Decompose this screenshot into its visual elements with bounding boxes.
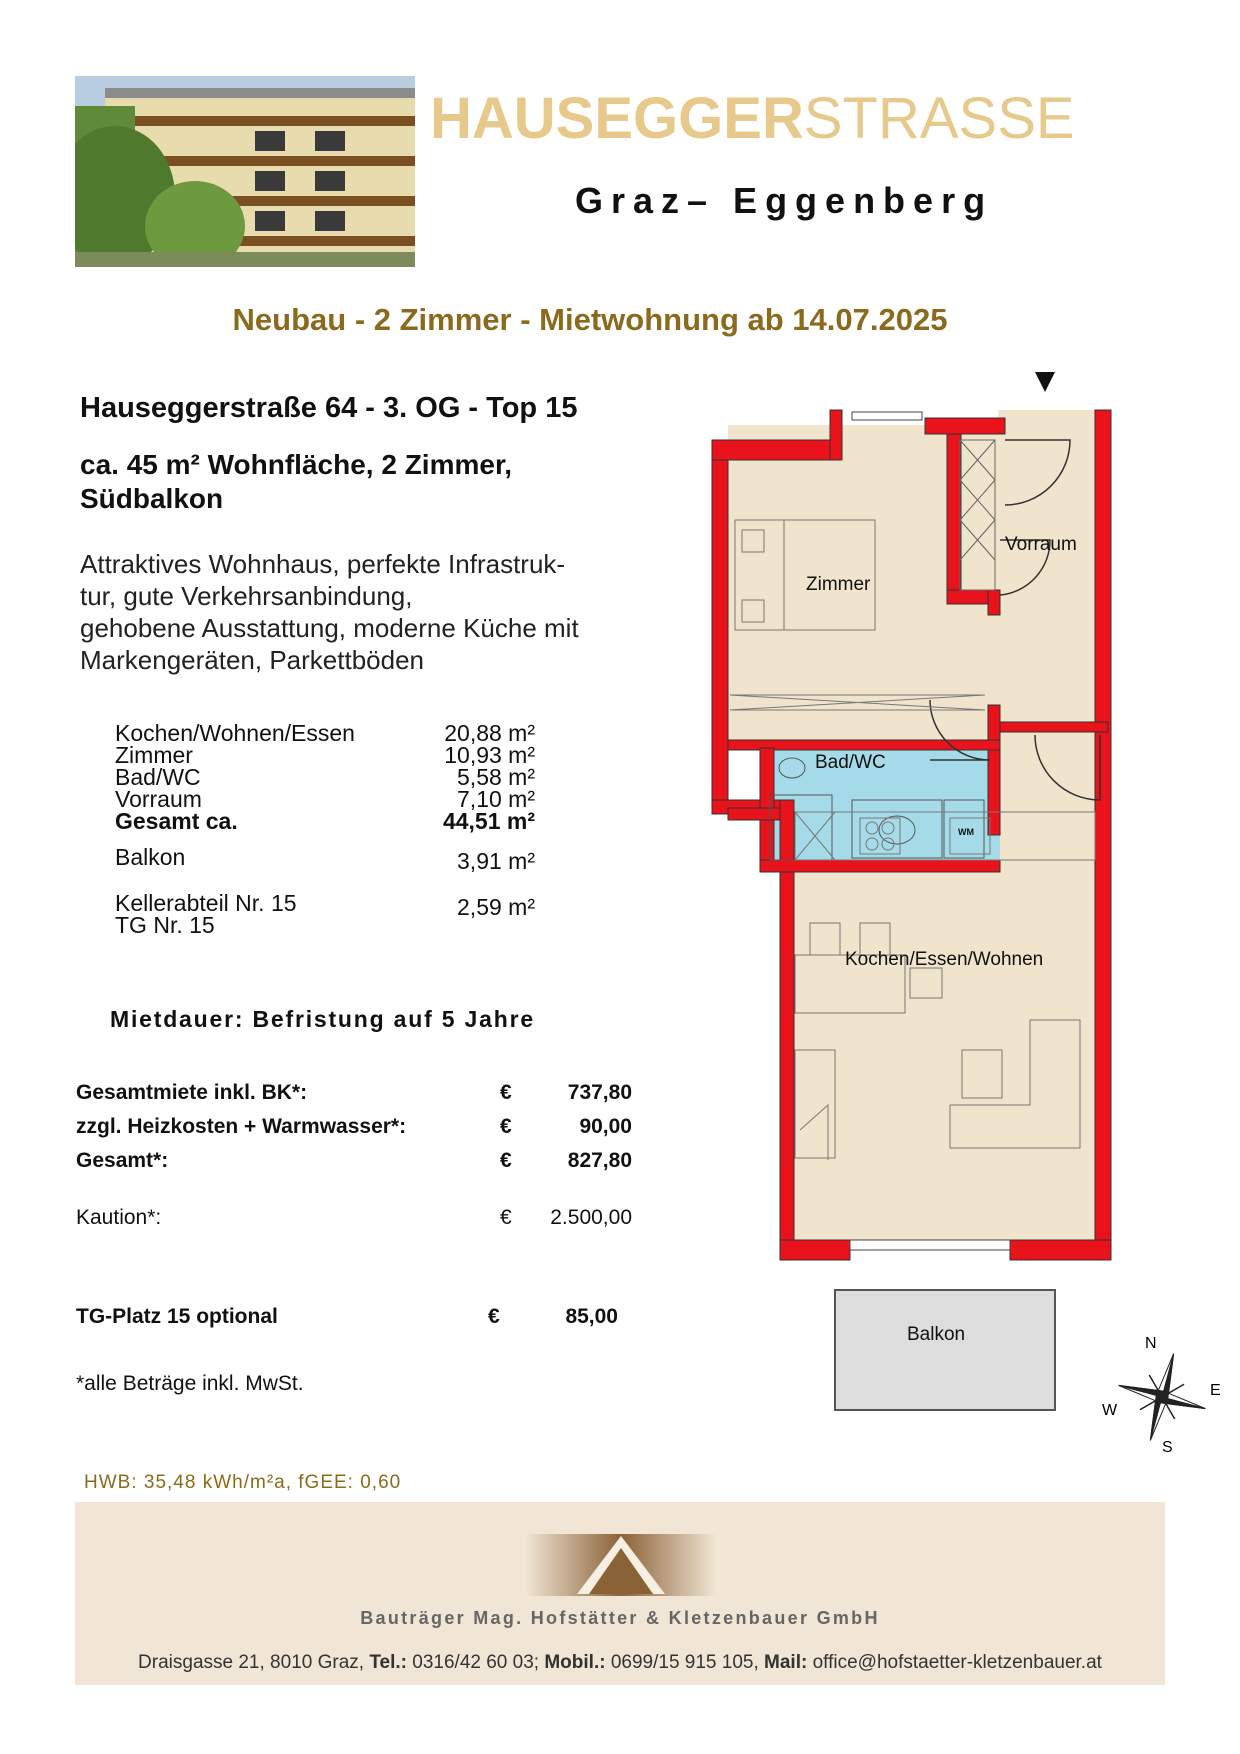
price-amount: 827,80 [567, 1149, 632, 1172]
price-label: zzgl. Heizkosten + Warmwasser*: [76, 1115, 407, 1138]
contact-line [0, 1652, 1240, 1674]
area-line-1: ca. 45 m² Wohnfläche, 2 Zimmer, [80, 449, 513, 480]
company-name: Bauträger Mag. Hofstätter & Kletzenbauer GmbH [360, 1608, 880, 1628]
building-photo [75, 76, 415, 267]
balcony-door [850, 1240, 1010, 1250]
balcony-value: 3,91 m² [457, 848, 535, 874]
area-line-2: Südbalkon [80, 483, 224, 514]
room-row [115, 788, 535, 810]
garage-label: TG Nr. 15 [115, 912, 215, 938]
project-logo-text [430, 86, 1170, 152]
price-amount: 737,80 [567, 1081, 632, 1104]
room-label: Bad/WC [115, 764, 201, 790]
tel-number[interactable]: 0316/42 60 03; [407, 1652, 545, 1673]
mail-label: Mail: [764, 1652, 808, 1673]
contact-address: Draisgasse 21, 8010 Graz, [138, 1652, 370, 1673]
compass-e: E [1210, 1382, 1221, 1399]
window [852, 412, 922, 420]
room-value: 10,93 m² [444, 742, 535, 768]
label-vorraum: Vorraum [1005, 534, 1077, 555]
label-balkon: Balkon [907, 1324, 966, 1345]
price-amount: 90,00 [579, 1115, 632, 1138]
headline: Neubau - 2 Zimmer - Mietwohnung ab 14.07.2025 [232, 302, 948, 337]
floor-vorraum [998, 410, 1108, 800]
vat-note: *alle Beträge inkl. MwSt. [76, 1372, 304, 1395]
room-value: 20,88 m² [444, 720, 535, 746]
price-row-deposit [76, 1206, 632, 1232]
balcony-area [115, 844, 535, 874]
room-label: Zimmer [115, 742, 193, 768]
label-zimmer: Zimmer [806, 574, 871, 595]
room-area-table [115, 722, 535, 832]
description-line: Attraktives Wohnhaus, perfekte Infrastruk- [80, 549, 566, 579]
compass-s: S [1162, 1439, 1173, 1455]
label-wm: WM [958, 827, 974, 837]
energy-rating: HWB: 35,48 kWh/m²a, fGEE: 0,60 [84, 1472, 402, 1493]
room-label: Kochen/Wohnen/Essen [115, 720, 355, 746]
storage-value: 2,59 m² [457, 894, 535, 920]
price-label: Gesamt*: [76, 1149, 169, 1172]
city-title: Graz– Eggenberg [575, 180, 994, 221]
mail-address[interactable]: office@hofstaetter-kletzenbauer.at [807, 1652, 1102, 1673]
storage-label: Kellerabteil Nr. 15 [115, 890, 297, 916]
description [80, 548, 680, 676]
price-label: TG-Platz 15 optional [76, 1305, 278, 1328]
mobile-label: Mobil.: [544, 1652, 606, 1673]
price-currency: € [500, 1206, 512, 1229]
price-currency: € [500, 1115, 512, 1138]
price-row-total [76, 1149, 632, 1175]
tel-label: Tel.: [369, 1652, 407, 1673]
price-currency: € [488, 1305, 500, 1328]
room-row [115, 744, 535, 766]
room-total-value: 44,51 m² [442, 808, 535, 834]
description-line: Markengeräten, Parkettböden [80, 645, 424, 675]
brand-light: STRASSE [803, 86, 1075, 151]
mobile-number[interactable]: 0699/15 915 105, [605, 1652, 765, 1673]
company-logo-icon [525, 1534, 717, 1596]
storage-area [115, 892, 535, 936]
price-label: Gesamtmiete inkl. BK*: [76, 1081, 308, 1104]
price-row-rent [76, 1081, 632, 1107]
room-total-label: Gesamt ca. [115, 808, 238, 834]
price-currency: € [500, 1081, 512, 1104]
label-kitchen: Kochen/Essen/Wohnen [845, 949, 1044, 970]
price-amount: 2.500,00 [550, 1206, 632, 1229]
rental-term: Mietdauer: Befristung auf 5 Jahre [110, 1006, 535, 1032]
room-row [115, 722, 535, 744]
brand-bold: HAUSEGGER [430, 86, 804, 151]
balcony-area-fill [835, 1290, 1055, 1410]
room-row [115, 766, 535, 788]
balcony-label: Balkon [115, 844, 186, 870]
room-value: 5,58 m² [457, 764, 535, 790]
price-row-heating [76, 1115, 632, 1141]
floor-plan [700, 370, 1125, 1420]
address: Hauseggerstraße 64 - 3. OG - Top 15 [80, 392, 578, 424]
entrance-arrow-icon [1035, 372, 1055, 392]
room-total-row [115, 810, 535, 832]
price-label: Kaution*: [76, 1206, 162, 1229]
compass-n: N [1145, 1335, 1157, 1352]
area-summary [80, 448, 680, 516]
room-label: Vorraum [115, 786, 202, 812]
description-line: gehobene Ausstattung, moderne Küche mit [80, 613, 579, 643]
compass-w: W [1102, 1402, 1118, 1419]
price-row-parking [76, 1305, 618, 1331]
description-line: tur, gute Verkehrsanbindung, [80, 581, 413, 611]
label-bad: Bad/WC [815, 752, 886, 773]
price-currency: € [500, 1149, 512, 1172]
room-value: 7,10 m² [457, 786, 535, 812]
price-amount: 85,00 [565, 1305, 618, 1328]
compass-rose-icon [1100, 1335, 1225, 1455]
